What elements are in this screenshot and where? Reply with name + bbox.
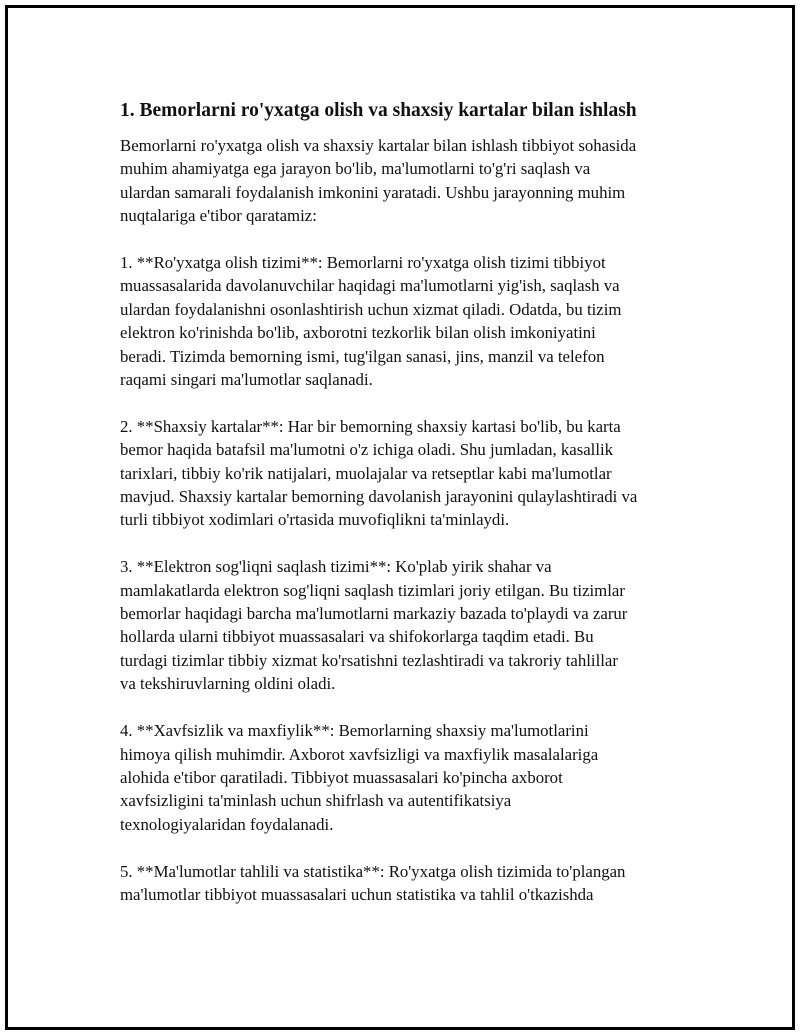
- document-title: 1. Bemorlarni ro'yxatga olish va shaxsiy kartalar bilan ishlash: [120, 100, 637, 121]
- paragraph-personal-cards: 2. **Shaxsiy kartalar**: Har bir bemorning shaxsiy kartasi bo'lib, bu karta bemor haqida batafsil ma'lumotni o'z ichiga oladi. Shu jumladan, kasallik tarixlari, tibbiy ko'rik natijalari, muolajalar va retseptlar kabi ma'lumotlar mavjud. Shaxsiy kartalar bemorning davolanish jarayonini qulaylashtiradi va turli tibbiyot xodimlari o'rtasida muvofiqlikni ta'minlaydi.: [120, 416, 638, 530]
- paragraph-data-analysis: 5. **Ma'lumotlar tahlili va statistika**: Ro'yxatga olish tizimida to'plangan ma'lumotlar tibbiyot muassasalari uchun statistika va tahlil o'tkazishda: [120, 861, 626, 904]
- document-page: [5, 5, 795, 1030]
- paragraph-electronic-health-system: 3. **Elektron sog'liqni saqlash tizimi**: Ko'plab yirik shahar va mamlakatlarda elektron sog'liqni saqlash tizimlari joriy etilgan. Bu tizimlar bemorlar haqidagi barcha ma'lumotlarni markaziy bazada to'playdi va zarur hollarda ularni tibbiyot muassasalari va shifokorlarga taqdim etadi. Bu turdagi tizimlar tibbiy xizmat ko'rsatishni tezlashtiradi va takroriy tahlillar va tekshiruvlarning oldini oladi.: [120, 557, 628, 694]
- paragraph-security-privacy: 4. **Xavfsizlik va maxfiylik**: Bemorlarning shaxsiy ma'lumotlarini himoya qilish muhimdir. Axborot xavfsizligi va maxfiylik masalalariga alohida e'tibor qaratiladi. Tibbiyot muassasalari ko'pincha axborot xavfsizligini ta'minlash uchun shifrlash va autentifikatsiya texnologiyalaridan foydalanadi.: [120, 721, 599, 834]
- intro-paragraph: Bemorlarni ro'yxatga olish va shaxsiy kartalar bilan ishlash tibbiyot sohasida muhim ahamiyatga ega jarayon bo'lib, ma'lumotlarni to'g'ri saqlash va ulardan samarali foydalanish imkonini yaratadi. Ushbu jarayonning muhim nuqtalariga e'tibor qaratamiz:: [120, 136, 637, 226]
- document-body: [120, 98, 720, 930]
- paragraph-registration-system: 1. **Ro'yxatga olish tizimi**: Bemorlarni ro'yxatga olish tizimi tibbiyot muassasalarida davolanuvchilar haqidagi ma'lumotlarni yig'ish, saqlash va ulardan foydalanishni osonlashtirish uchun xizmat qiladi. Odatda, bu tizim elektron ko'rinishda bo'lib, axborotni tezkorlik bilan olish imkoniyatini beradi. Tizimda bemorning ismi, tug'ilgan sanasi, jins, manzil va telefon raqami singari ma'lumotlar saqlanadi.: [120, 253, 622, 390]
